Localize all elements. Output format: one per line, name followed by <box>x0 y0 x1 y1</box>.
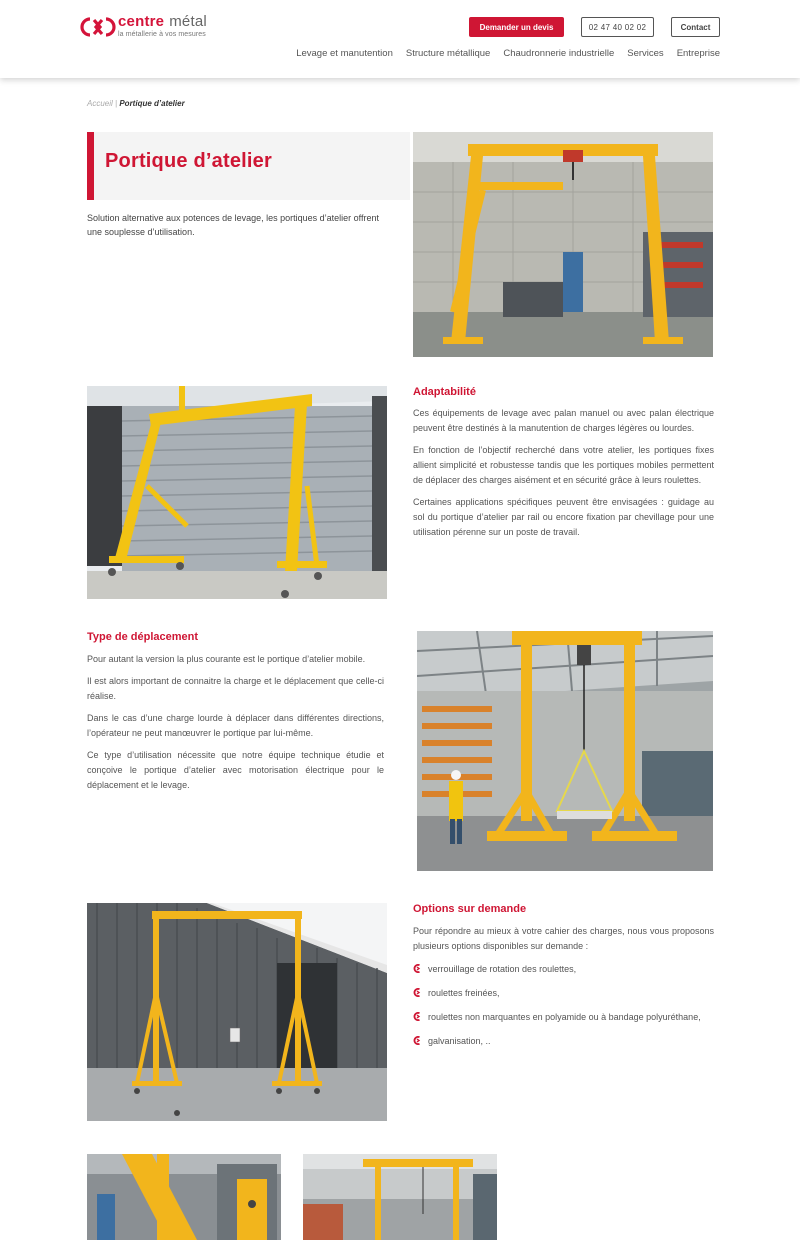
photo-outdoor-gantry <box>87 386 387 599</box>
logo-name-part1: centre <box>118 13 165 30</box>
nav-item-services[interactable]: Services <box>627 48 664 59</box>
site-logo[interactable] <box>80 14 207 42</box>
options-intro: Pour répondre au mieux à votre cahier des charges, nous vous proposons plusieurs options disponibles sur demande : <box>413 926 714 951</box>
centre-metal-logo-icon <box>80 16 116 38</box>
contact-button[interactable]: Contact <box>671 17 720 37</box>
c-logo-icon <box>413 1036 421 1045</box>
breadcrumb-home[interactable]: Accueil <box>87 99 113 108</box>
logo-name-part2: métal <box>169 13 207 30</box>
c-logo-icon <box>413 988 421 997</box>
option-text: roulettes non marquantes en polyamide ou à bandage polyuréthane, <box>428 1012 701 1022</box>
breadcrumb-separator: | <box>115 99 118 108</box>
adaptabilite-title: Adaptabilité <box>413 386 476 398</box>
deplacement-paragraph-2: Il est alors important de connaitre la charge et le déplacement que celle-ci réalise. <box>87 676 384 701</box>
page-title: Portique d’atelier <box>105 150 272 172</box>
photo-workshop-gantry <box>413 132 713 357</box>
option-text: roulettes freinées, <box>428 988 500 998</box>
list-item <box>413 987 713 999</box>
option-text: galvanisation, .. <box>428 1036 491 1046</box>
breadcrumb-current: Portique d’atelier <box>119 99 185 108</box>
site-header <box>0 0 800 78</box>
list-item <box>413 1035 713 1047</box>
request-quote-button[interactable]: Demander un devis <box>469 17 564 37</box>
main-nav <box>296 48 720 59</box>
deplacement-title: Type de déplacement <box>87 631 199 643</box>
list-item <box>413 963 713 975</box>
photo-warehouse-gantry <box>417 631 713 871</box>
deplacement-paragraph-3: Dans le cas d’une charge lourde à déplacer dans différentes directions, l’opérateur ne peut manœuvrer le portique par lui-même. <box>87 713 384 738</box>
logo-tagline: la métallerie à vos mesures <box>118 31 206 38</box>
breadcrumb <box>87 99 185 108</box>
nav-item-levage[interactable]: Levage et manutention <box>296 48 393 59</box>
adaptabilite-paragraph-3: Certaines applications spécifiques peuvent être envisagées : guidage au sol du portique d’atelier par rail ou encore fixation par chevillage pour une utilisation pérenne sur un poste de travail. <box>413 497 714 537</box>
photo-gallery-2[interactable] <box>303 1154 497 1240</box>
deplacement-paragraph-1: Pour autant la version la plus courante est le portique d’atelier mobile. <box>87 654 366 664</box>
deplacement-text <box>87 652 384 800</box>
nav-item-structure[interactable]: Structure métallique <box>405 48 491 59</box>
option-text: verrouillage de rotation des roulettes, <box>428 964 577 974</box>
intro-text: Solution alternative aux potences de levage, les portiques d’atelier offrent une souplesse d’utilisation. <box>87 213 380 237</box>
list-item <box>413 1011 713 1023</box>
phone-button[interactable]: 02 47 40 02 02 <box>581 17 654 37</box>
deplacement-paragraph-4: Ce type d’utilisation nécessite que notre équipe technique étudie et conçoive le portique d’atelier avec motorisation électrique pour le déplacement et le levage. <box>87 750 384 790</box>
nav-item-chaudronnerie[interactable]: Chaudronnerie industrielle <box>503 48 615 59</box>
c-logo-icon <box>413 1012 421 1021</box>
photo-gallery-1[interactable] <box>87 1154 281 1240</box>
options-list <box>413 963 713 1059</box>
nav-item-entreprise[interactable]: Entreprise <box>676 48 720 59</box>
page-title-box <box>87 132 410 200</box>
c-logo-icon <box>413 964 421 973</box>
photo-building-gantry <box>87 903 387 1121</box>
adaptabilite-paragraph-1: Ces équipements de levage avec palan manuel ou avec palan électrique peuvent être destinés à la manutention de charges légères ou lourdes. <box>413 408 714 433</box>
adaptabilite-paragraph-2: En fonction de l’objectif recherché dans votre atelier, les portiques fixes allient simplicité et robustesse tandis que les portiques mobiles permettent de déplacer des charges aisément et en sécurité grâce à leurs roulettes. <box>413 445 714 485</box>
adaptabilite-text <box>413 406 714 547</box>
options-title: Options sur demande <box>413 903 527 915</box>
